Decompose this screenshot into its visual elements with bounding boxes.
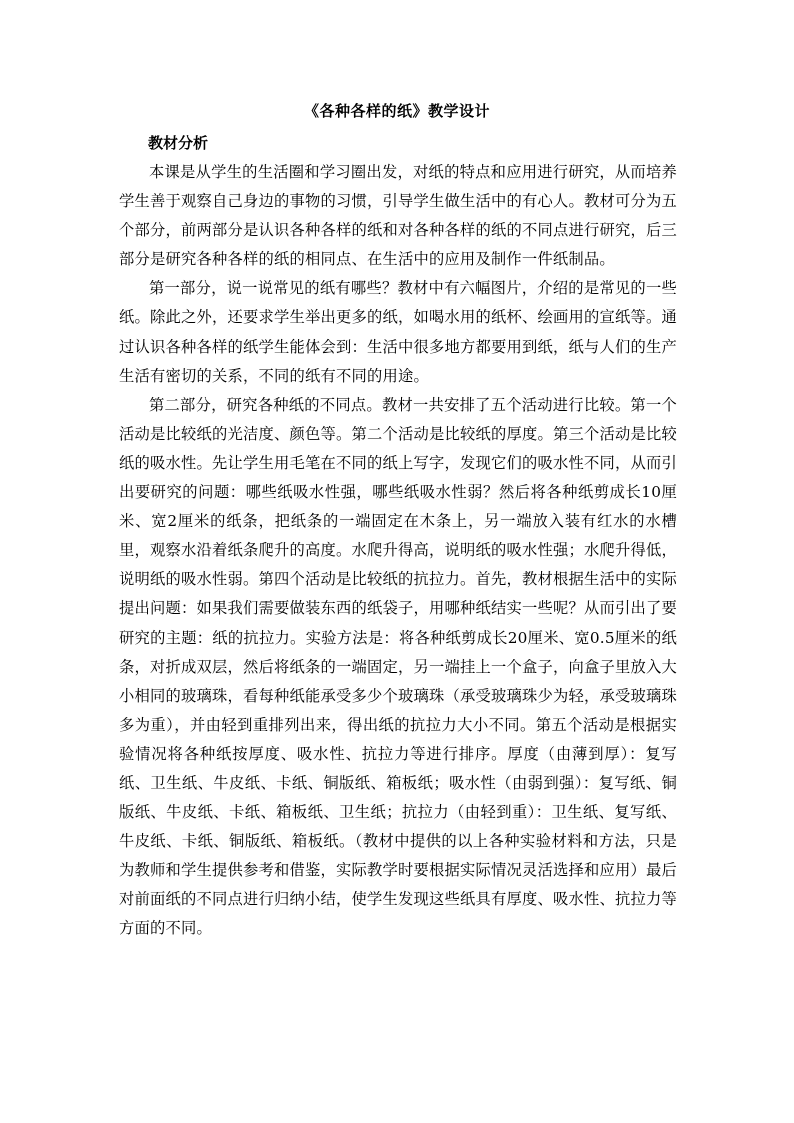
- body-text: [119, 158, 677, 944]
- paragraph: 第一部分，说一说常见的纸有哪些？教材中有六幅图片，介绍的是常见的一些纸。除此之外，还要求学生举出更多的纸，如喝水用的纸杯、绘画用的宣纸等。通过认识各种各样的纸学生能体会到：生活中很多地方都要用到纸，纸与人们的生产生活有密切的关系，不同的纸有不同的用途。: [119, 279, 677, 385]
- paragraph: 本课是从学生的生活圈和学习圈出发，对纸的特点和应用进行研究，从而培养学生善于观察自己身边的事物的习惯，引导学生做生活中的有心人。教材可分为五个部分，前两部分是认识各种各样的纸和对各种各样的纸的不同点进行研究，后三部分是研究各种各样的纸的相同点、在生活中的应用及制作一件纸制品。: [119, 163, 677, 269]
- document-title: 《各种各样的纸》教学设计: [303, 102, 490, 120]
- paragraph: 第二部分，研究各种纸的不同点。教材一共安排了五个活动进行比较。第一个活动是比较纸的光洁度、颜色等。第二个活动是比较纸的厚度。第三个活动是比较纸的吸水性。先让学生用毛笔在不同的纸上写字，发现它们的吸水性不同，从而引出要研究的问题：哪些纸吸水性强，哪些纸吸水性弱？然后将各种纸剪成长10厘米、宽2厘米的纸条，把纸条的一端固定在木条上，另一端放入装有红水的水槽里，观察水沿着纸条爬升的高度。水爬升得高，说明纸的吸水性强；水爬升得低，说明纸的吸水性弱。第四个活动是比较纸的抗拉力。首先，教材根据生活中的实际提出问题：如果我们需要做装东西的纸袋子，用哪种纸结实一些呢？从而引出了要研究的主题：纸的抗拉力。实验方法是：将各种纸剪成长20厘米、宽0.5厘米的纸条，对折成双层，然后将纸条的一端固定，另一端挂上一个盒子，向盒子里放入大小相同的玻璃珠，看每种纸能承受多少个玻璃珠（承受玻璃珠少为轻，承受玻璃珠多为重），并由轻到重排列出来，得出纸的抗拉力大小不同。第五个活动是根据实验情况将各种纸按厚度、吸水性、抗拉力等进行排序。厚度（由薄到厚）：复写纸、卫生纸、牛皮纸、卡纸、铜版纸、箱板纸；吸水性（由弱到强）：复写纸、铜版纸、牛皮纸、卡纸、箱板纸、卫生纸；抗拉力（由轻到重）：卫生纸、复写纸、牛皮纸、卡纸、铜版纸、箱板纸。（教材中提供的以上各种实验材料和方法，只是为教师和学生提供参考和借鉴，实际教学时要根据实际情况灵活选择和应用）最后对前面纸的不同点进行归纳小结，使学生发现这些纸具有厚度、吸水性、抗拉力等方面的不同。: [119, 395, 677, 938]
- section-heading: 教材分析: [148, 134, 209, 152]
